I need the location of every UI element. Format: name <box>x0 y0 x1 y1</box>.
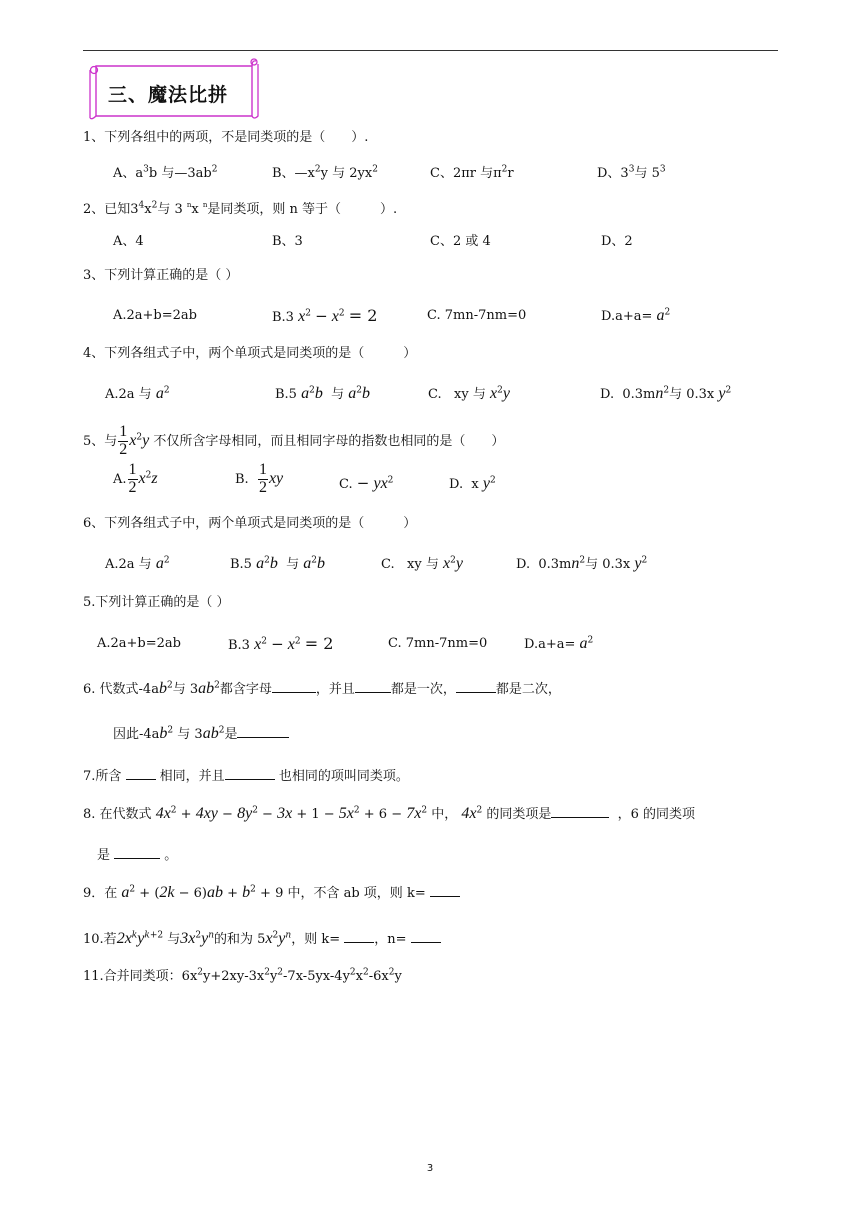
q4-option-a: A.2a 与 $a^2$ <box>105 385 170 402</box>
q7-option-b: B.3 $x^2 - x^2 = 2$ <box>228 634 334 653</box>
q3-option-d: $D.a+a= a^2$ <box>601 307 671 324</box>
q1-option-c: C、2πr 与$\pi^2r$ <box>430 164 514 181</box>
question-6: 6、下列各组式子中，两个单项式是同类项的是（ ） <box>83 516 417 531</box>
q6-option-a: A.2a 与 $a^2$ <box>105 555 170 572</box>
blank[interactable] <box>411 930 441 943</box>
question-2: 2、已知$3^4x^2$与 3 $^n$x $^n$是同类项，则 n 等于（ ）. <box>83 200 398 217</box>
q1-option-b: B、$—x^2y$ 与 $2yx^2$ <box>272 164 378 181</box>
blank[interactable] <box>114 846 160 859</box>
blank[interactable] <box>272 680 316 693</box>
q3-option-c: C. 7mn-7nm=0 <box>427 308 527 323</box>
question-8: 6. 代数式$-4ab^2$与 $3ab^2$都含字母 ，并且 都是一次， 都是二次， <box>83 680 561 697</box>
q2-option-d: D、2 <box>601 234 633 249</box>
q5-option-b: B. $\frac{1}{2}$ xy <box>235 461 284 496</box>
header-rule <box>83 50 778 51</box>
q1-option-a: A、$a^3b$ 与$—3ab^2$ <box>113 164 218 181</box>
q5-option-c: C. − $yx^2$ <box>339 474 394 492</box>
q6-option-c: C. xy 与 $x^2y$ <box>381 555 463 572</box>
q3-option-a: A.2a+b=2ab <box>113 308 197 323</box>
q4-option-b: B.5 $a^2b$ 与 $a^2b$ <box>275 385 370 402</box>
page-number: 3 <box>426 1163 434 1174</box>
blank[interactable] <box>430 884 460 897</box>
question-5: 5、与 $\frac{1}{2}$ $x^2y$ 不仅所含字母相同，而且相同字母的指数也相同的是（ ） <box>83 423 505 458</box>
q6-option-d: D. $0.3mn^2$与 0.3x $y^2$ <box>516 555 648 572</box>
q3-option-b: B.3 $x^2 - x^2 = 2$ <box>272 306 378 325</box>
question-3: 3、下列计算正确的是（ ） <box>83 268 239 283</box>
section-title: 三、魔法比拼 <box>108 84 229 106</box>
q7-option-c: C. 7mn-7nm=0 <box>388 636 488 651</box>
q5-option-d: D. x $y^2$ <box>449 475 496 492</box>
question-8-line-2: 因此$-4ab^2$ 与 $3ab^2$是 <box>113 724 289 743</box>
q7-option-d: $D.a+a= a^2$ <box>524 635 594 652</box>
question-12: 10.若$2x^ky^{k+2}$ 与$3x^2y^n$的和为 $5x^2y^n$，则 k= ，n= <box>83 929 441 948</box>
q5-option-a: A. $\frac{1}{2}$ $x^2z$ <box>113 461 158 496</box>
blank[interactable] <box>126 767 156 780</box>
q2-option-b: B、3 <box>272 234 303 249</box>
question-9: 7.所含 相同，并且 也相同的项叫同类项。 <box>83 769 409 784</box>
question-10: 8. 在代数式 $4x^2 + 4xy - 8y^2 - 3x + 1 - 5x^2 + 6 - 7x^2$ 中， $4x^2$ 的同类项是 ，6 的同类项 <box>83 805 696 822</box>
question-1: 1、下列各组中的两项，不是同类项的是（ ）. <box>83 130 369 145</box>
q2-option-c: C、2 或 4 <box>430 234 491 249</box>
q4-option-d: D. $0.3mn^2$与 0.3x $y^2$ <box>600 385 732 402</box>
question-13: 11.合并同类项：$6x^2y+2xy-3x^2y^2-7x-5yx-4y^2x^2-6x^2y$ <box>83 967 402 984</box>
question-4: 4、下列各组式子中，两个单项式是同类项的是（ ） <box>83 346 417 361</box>
blank[interactable] <box>456 680 496 693</box>
question-10-line-2: 是 。 <box>97 848 178 863</box>
question-11: 9．在 $a^2 + (2k - 6)ab + b^2 + 9$ 中，不含 ab 项，则 k= <box>83 883 460 902</box>
blank[interactable] <box>551 805 609 818</box>
blank[interactable] <box>355 680 391 693</box>
blank[interactable] <box>225 767 275 780</box>
blank[interactable] <box>237 725 289 738</box>
question-7: 5.下列计算正确的是（ ） <box>83 595 230 610</box>
q4-option-c: C. xy 与 $x^2y$ <box>428 385 510 402</box>
q2-option-a: A、4 <box>113 234 144 249</box>
q1-option-d: D、$3^3$与 $5^3$ <box>597 164 666 181</box>
blank[interactable] <box>344 930 374 943</box>
q7-option-a: A.2a+b=2ab <box>97 636 181 651</box>
q6-option-b: B.5 $a^2b$ 与 $a^2b$ <box>230 555 325 572</box>
